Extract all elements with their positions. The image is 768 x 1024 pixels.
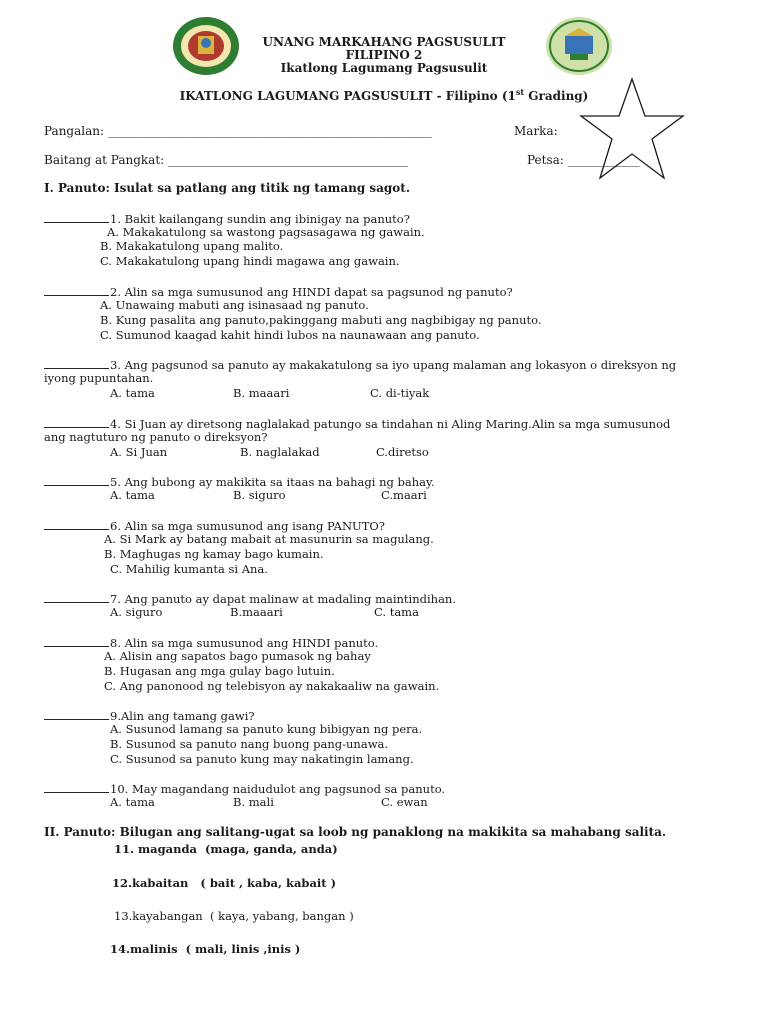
option: C. Makakatulong upang hindi magawa ang gawain. bbox=[100, 254, 400, 268]
question-6: 6. Alin sa mga sumusunod ang isang PANUTO? bbox=[44, 518, 724, 534]
option: A. Makakatulong sa wastong pagsasagawa ng gawain. bbox=[107, 225, 425, 239]
subject-heading: FILIPINO 2 bbox=[345, 48, 423, 62]
answer-blank[interactable] bbox=[44, 357, 109, 369]
option: B. Maghugas ng kamay bago kumain. bbox=[104, 547, 324, 561]
question-10: 10. May magandang naidudulot ang pagsunod sa panuto. bbox=[44, 781, 724, 797]
question-8: 8. Alin sa mga sumusunod ang HINDI panuto. bbox=[44, 635, 724, 651]
question-3: 3. Ang pagsunod sa panuto ay makakatulong sa iyo upang malaman ang lokasyon o direksyon ng bbox=[44, 357, 724, 373]
part2-instruction: II. Panuto: Bilugan ang salitang-ugat sa loob ng panaklong na makikita sa mahabang salita. bbox=[44, 825, 667, 839]
rootword-item-12: 12.kabaitan ( bait , kaba, kabait ) bbox=[112, 876, 337, 890]
option: A. tama bbox=[110, 795, 155, 809]
option: A. siguro bbox=[110, 605, 163, 619]
option: C. di-tiyak bbox=[370, 386, 430, 400]
question-1: 1. Bakit kailangang sundin ang ibinigay na panuto? bbox=[44, 211, 724, 227]
option: C. Mahilig kumanta si Ana. bbox=[110, 562, 268, 576]
option: B. Kung pasalita ang panuto,pakinggang mabuti ang nagbibigay ng panuto. bbox=[100, 313, 542, 327]
option: C.diretso bbox=[376, 445, 429, 459]
question-5: 5. Ang bubong ay makikita sa itaas na bahagi ng bahay. bbox=[44, 474, 724, 490]
option: A. Unawaing mabuti ang isinasaad ng panuto. bbox=[100, 298, 369, 312]
answer-blank[interactable] bbox=[44, 474, 109, 486]
answer-blank[interactable] bbox=[44, 518, 109, 530]
date-blank[interactable]: ____________ bbox=[567, 153, 640, 167]
page-title: IKATLONG LAGUMANG PAGSUSULIT - Filipino (1st Grading) bbox=[179, 87, 589, 103]
question-3-continued: iyong pupuntahan. bbox=[44, 371, 154, 385]
answer-blank[interactable] bbox=[44, 416, 109, 428]
option: B. siguro bbox=[233, 488, 286, 502]
question-2: 2. Alin sa mga sumusunod ang HINDI dapat sa pagsunod ng panuto? bbox=[44, 284, 724, 300]
option: B. naglalakad bbox=[240, 445, 320, 459]
date-label: Petsa: bbox=[527, 153, 564, 167]
option: C. ewan bbox=[381, 795, 428, 809]
part1-instruction: I. Panuto: Isulat sa patlang ang titik ng tamang sagot. bbox=[44, 181, 411, 195]
answer-blank[interactable] bbox=[44, 284, 109, 296]
answer-blank[interactable] bbox=[44, 781, 109, 793]
rootword-item-13: 13.kayabangan ( kaya, yabang, bangan ) bbox=[114, 909, 354, 923]
rootword-item-14: 14.malinis ( mali, linis ,inis ) bbox=[110, 942, 301, 956]
option: A. Si Juan bbox=[110, 445, 168, 459]
option: A. Susunod lamang sa panuto kung bibigyan ng pera. bbox=[110, 722, 423, 736]
grade-section-blank[interactable]: ________________________________________ bbox=[168, 153, 409, 167]
score-label: Marka: bbox=[514, 124, 558, 138]
grade-section-field[interactable] bbox=[44, 153, 408, 167]
option: C. Sumunod kaagad kahit hindi lubos na naunawaan ang panuto. bbox=[100, 328, 480, 342]
option: A. Si Mark ay batang mabait at masunurin sa magulang. bbox=[104, 532, 434, 546]
name-field[interactable] bbox=[44, 124, 432, 138]
rootword-item-11: 11. maganda (maga, ganda, anda) bbox=[114, 842, 338, 856]
option: B. maaari bbox=[233, 386, 290, 400]
answer-blank[interactable] bbox=[44, 708, 109, 720]
date-field[interactable] bbox=[527, 153, 640, 167]
question-7: 7. Ang panuto ay dapat malinaw at madaling maintindihan. bbox=[44, 591, 724, 607]
answer-blank[interactable] bbox=[44, 591, 109, 603]
name-label: Pangalan: bbox=[44, 124, 105, 138]
option: B. Susunod sa panuto nang buong pang-unawa. bbox=[110, 737, 389, 751]
option: A. tama bbox=[110, 386, 155, 400]
question-4: 4. Si Juan ay diretsong naglalakad patungo sa tindahan ni Aling Maring.Alin sa mga sumusunod bbox=[44, 416, 724, 432]
option: B. Hugasan ang mga gulay bago lutuin. bbox=[104, 664, 335, 678]
test-heading: Ikatlong Lagumang Pagsusulit bbox=[280, 61, 488, 75]
option: B. Makakatulong upang malito. bbox=[100, 239, 284, 253]
answer-blank[interactable] bbox=[44, 635, 109, 647]
grade-section-label: Baitang at Pangkat: bbox=[44, 153, 165, 167]
option: B. mali bbox=[233, 795, 274, 809]
option: B.maaari bbox=[230, 605, 283, 619]
option: A. tama bbox=[110, 488, 155, 502]
question-9: 9.Alin ang tamang gawi? bbox=[44, 708, 724, 724]
option: A. Alisin ang sapatos bago pumasok ng bahay bbox=[104, 649, 371, 663]
exam-heading: UNANG MARKAHANG PAGSUSULIT bbox=[262, 35, 506, 49]
answer-blank[interactable] bbox=[44, 211, 109, 223]
option: C. tama bbox=[374, 605, 419, 619]
option: C. Ang panonood ng telebisyon ay nakakaaliw na gawain. bbox=[104, 679, 440, 693]
option: C. Susunod sa panuto kung may nakatingin lamang. bbox=[110, 752, 414, 766]
option: C.maari bbox=[381, 488, 427, 502]
question-4-continued: ang nagtuturo ng panuto o direksyon? bbox=[44, 430, 268, 444]
name-blank[interactable]: ______________________________________________________ bbox=[107, 124, 432, 138]
